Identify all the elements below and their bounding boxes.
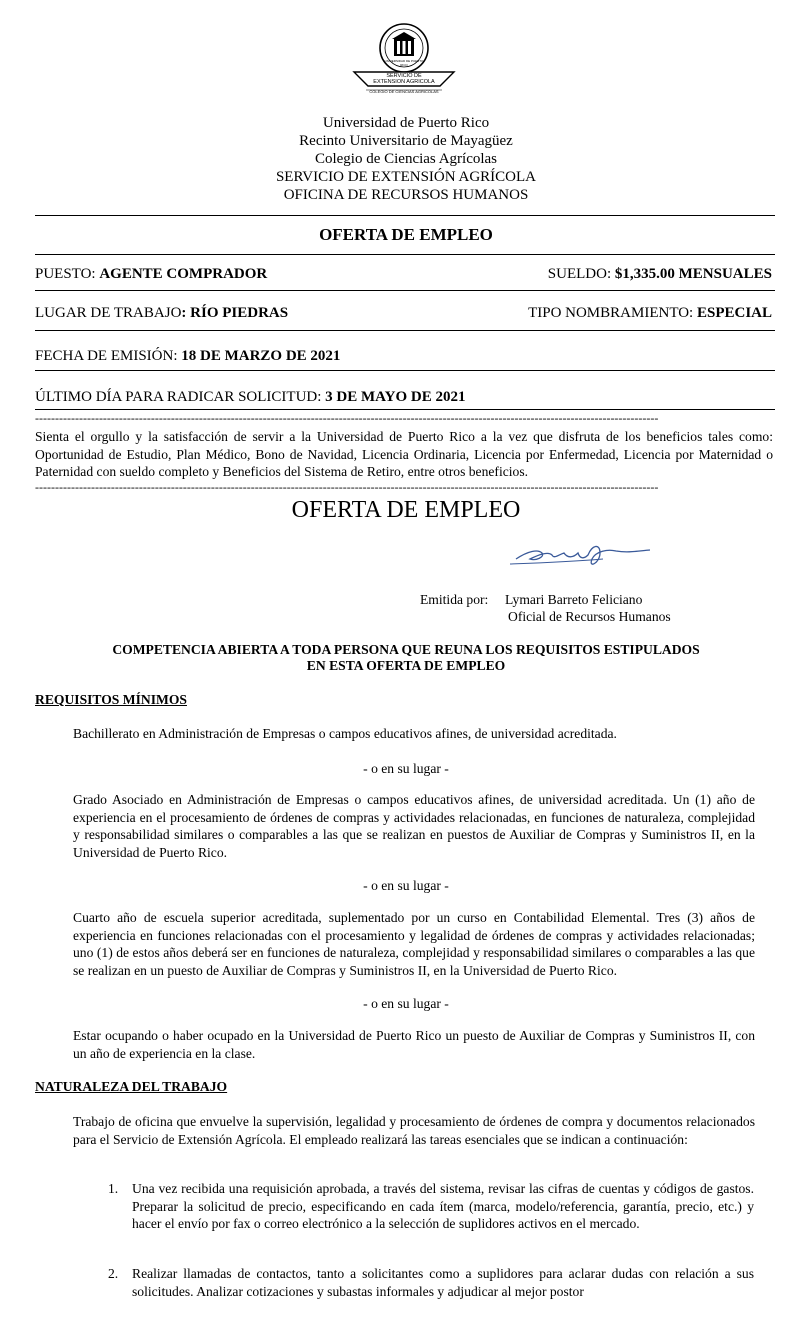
requisitos-p2: Grado Asociado en Administración de Empresas o campos educativos afines, de universidad acreditada. Un (1) año de experiencia en el procesamiento de órdenes de compras y actividades relacionadas, en funciones de naturaleza, complejidad y responsabilidad similares o comparables a las que se realizan en puestos de Auxiliar de Compras y Suministros II, en la Universidad de Puerto Rico. — [73, 792, 755, 860]
list-item-number: 1. — [108, 1181, 119, 1196]
header-line-5: OFICINA DE RECURSOS HUMANOS — [283, 187, 529, 203]
requisitos-separator: - o en su lugar - — [363, 761, 449, 776]
divider — [35, 215, 775, 216]
requisitos-separator: - o en su lugar - — [363, 878, 449, 893]
requisitos-p3: Cuarto año de escuela superior acreditada, suplementado por un curso en Contabilidad Elemental. Tres (3) años de experiencia en funciones relacionadas con el procesamiento y legalidad de órdenes de compras y actividades relacionadas; uno (1) de estos años deberá ser en funciones de naturaleza, complejidad y responsabilidad similares o comparables a las que se realizan en un puesto de Auxiliar de Compras y Suministros II, en la Universidad de Puerto Rico. — [73, 910, 755, 978]
page-title: OFERTA DE EMPLEO — [319, 225, 493, 244]
lugar-field — [35, 304, 288, 322]
lugar-value: : RÍO PIEDRAS — [181, 305, 289, 321]
naturaleza-intro: Trabajo de oficina que envuelve la supervisión, legalidad y procesamiento de órdenes de compra y documentos relacionados para el Servicio de Extensión Agrícola. El empleado realizará las tareas esenciales que se indican a continuación: — [73, 1114, 755, 1147]
header-line-4: SERVICIO DE EXTENSIÓN AGRÍCOLA — [275, 169, 537, 185]
ultimo-value: 3 DE MAYO DE 2021 — [325, 389, 466, 405]
list-item: Realizar llamadas de contactos, tanto a solicitantes como a suplidores para aclarar dudas con relación a sus solicitudes. Analizar cotizaciones y subastas informales y adjudicar al mejor postor — [132, 1266, 754, 1299]
divider — [35, 370, 775, 371]
puesto-label: PUESTO: — [35, 266, 100, 282]
puesto-value: AGENTE COMPRADOR — [99, 266, 268, 282]
lugar-label: LUGAR DE TRABAJO — [35, 305, 182, 321]
tipo-value: ESPECIAL — [696, 305, 772, 321]
requisitos-p1: Bachillerato en Administración de Empresas o campos educativos afines, de universidad acreditada. — [73, 726, 617, 741]
requisitos-separator: - o en su lugar - — [363, 996, 449, 1011]
benefits-paragraph: Sienta el orgullo y la satisfacción de servir a la Universidad de Puerto Rico a la vez que disfruta de los beneficios tales como: Oportunidad de Estudio, Plan Médico, Bono de Navidad, Licencia Ordinaria, Licencia por Enfermedad, Licencia por Maternidad o Paternidad con sueldo completo y Beneficios del Sistema de Retiro, entre otros beneficios. — [35, 429, 773, 479]
signature-image — [508, 537, 658, 577]
tipo-label: TIPO NOMBRAMIENTO: — [528, 305, 697, 321]
issued-label: Emitida por: — [420, 592, 489, 607]
logo-seal-text: UNIVERSIDAD DE PUERTO RICO — [384, 59, 424, 67]
sueldo-label: SUELDO: — [547, 266, 615, 282]
competencia-line-1: COMPETENCIA ABIERTA A TODA PERSONA QUE REUNA LOS REQUISITOS ESTIPULADOS — [112, 642, 700, 657]
divider — [35, 290, 775, 291]
divider — [35, 330, 775, 331]
fecha-label: FECHA DE EMISIÓN: — [35, 348, 182, 364]
list-item: Una vez recibida una requisición aprobada, a través del sistema, revisar las cifras de cuentas y códigos de gastos. Preparar la solicitud de precio, especificando en cada ítem (marca, modelo/referencia, garantía, precio, etc.) y hacer el envío por fax o correo electrónico a la selección de suplidores activos en el mercado. — [132, 1181, 754, 1231]
logo — [352, 22, 456, 98]
requisitos-heading: REQUISITOS MÍNIMOS — [35, 692, 187, 707]
logo-under-text: COLEGIO DE CIENCIAS AGRICOLAS — [369, 89, 439, 94]
fecha-field — [35, 347, 340, 365]
header-line-1: Universidad de Puerto Rico — [322, 115, 490, 131]
dashed-divider: ------------------------------------------------------------------------------------------------------------------------------------------------------------ — [35, 412, 659, 424]
ultimo-field — [35, 388, 465, 406]
competencia-line-2: EN ESTA OFERTA DE EMPLEO — [306, 658, 506, 673]
issued-name: Lymari Barreto Feliciano — [505, 592, 643, 607]
offer-title: OFERTA DE EMPLEO — [291, 497, 521, 523]
list-item-number: 2. — [108, 1266, 119, 1281]
requisitos-p4: Estar ocupando o haber ocupado en la Universidad de Puerto Rico un puesto de Auxiliar de Compras y Suministros II, con un año de experiencia en la clase. — [73, 1028, 755, 1061]
divider — [35, 409, 775, 410]
header-line-2: Recinto Universitario de Mayagüez — [299, 133, 513, 149]
divider — [35, 254, 775, 255]
logo-banner-line1: SERVICIO DE — [386, 73, 422, 79]
puesto-field — [35, 265, 267, 283]
ultimo-label: ÚLTIMO DÍA PARA RADICAR SOLICITUD: — [35, 389, 326, 405]
sueldo-value: $1,335.00 MENSUALES — [614, 266, 772, 282]
naturaleza-heading: NATURALEZA DEL TRABAJO — [35, 1079, 228, 1094]
issued-role: Oficial de Recursos Humanos — [508, 609, 671, 624]
fecha-value: 18 DE MARZO DE 2021 — [181, 348, 341, 364]
dashed-divider: ------------------------------------------------------------------------------------------------------------------------------------------------------------ — [35, 481, 659, 493]
header-line-3: Colegio de Ciencias Agrícolas — [314, 151, 498, 167]
tipo-field — [528, 304, 772, 322]
logo-banner-line2: EXTENSION AGRICOLA — [373, 79, 435, 85]
sueldo-field — [548, 265, 772, 283]
